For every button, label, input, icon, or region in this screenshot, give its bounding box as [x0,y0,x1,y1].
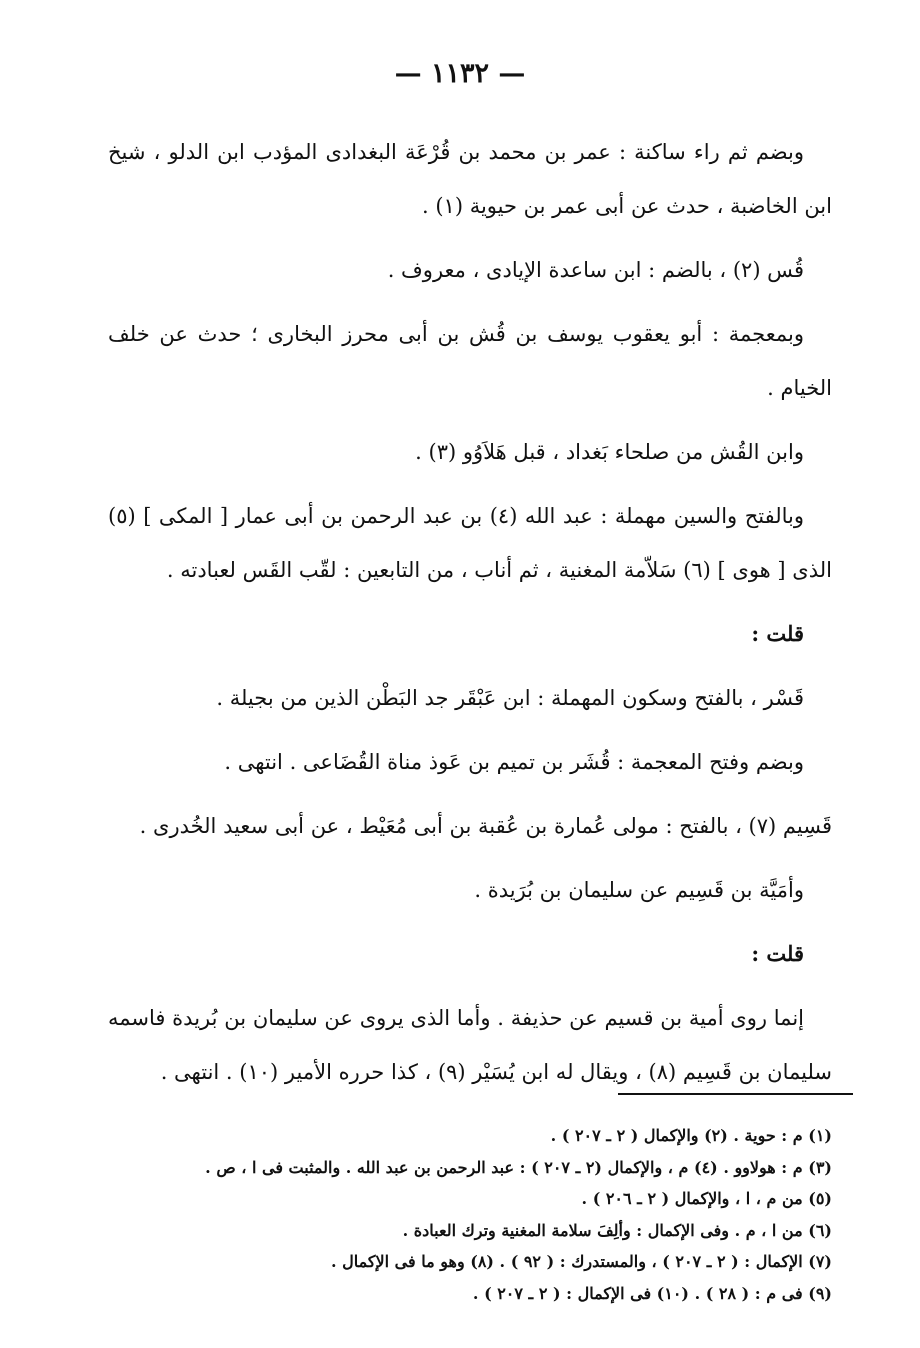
footnote-line: (٩) فى م : ( ٢٨ ) . (١٠) فى الإكمال : ( ٢ ـ ٢٠٧ ) . [472,1283,832,1303]
paragraph: إنما روى أمية بن قسيم عن حذيفة . وأما الذى يروى عن سليمان بن بُريدة فاسمه سليمان بن قَسِيم (٨) ، ويقال له ابن يُسَيْر (٩) ، كذا حرره الأمير (١٠) . انتهى . [108,1006,832,1084]
paragraph: وابن القُش من صلحاء بَغداد ، قبل هَلاَوُو (٣) . [415,440,804,464]
section-heading: قلت : [751,621,804,646]
paragraph: وبضم ثم راء ساكنة : عمر بن محمد بن قُرْعَة البغدادى المؤدب ابن الدلو ، شيخ ابن الخاضبة ، حدث عن أبى عمر بن حيوية (١) . [108,140,832,218]
paragraph: وأمَيَّة بن قَسِيم عن سليمان بن بُرَيدة . [474,878,804,902]
paragraph: وبضم وفتح المعجمة : قُشَر بن تميم بن عَوذ مناة القُضَاعى . انتهى . [224,750,804,774]
footnotes [108,1120,832,1309]
section-heading: قلت : [751,941,804,966]
footnote-line: (٧) الإكمال : ( ٢ ـ ٢٠٧ ) ، والمستدرك : ( ٩٢ ) . (٨) وهو ما فى الإكمال . [331,1252,832,1271]
paragraph: قَسِيم (٧) ، بالفتح : مولى عُمارة بن عُقبة بن أبى مُعَيْط ، عن أبى سعيد الخُدرى . [139,814,832,838]
footnote-line: (٥) من م ، ا ، والإكمال ( ٢ ـ ٢٠٦ ) . [581,1189,832,1208]
paragraph: قُس (٢) ، بالضم : ابن ساعدة الإيادى ، معروف . [387,258,804,282]
footnote-line: (٦) من ا ، م . وفى الإكمال : وألِفَ سلامة المغنية وترك العبادة . [402,1220,832,1240]
footnote-line: (٣) م : هولاوو . (٤) م ، والإكمال (٢ ـ ٢٠٧ ) : عبد الرحمن بن عبد الله . والمثبت فى ا ، ص . [205,1157,832,1177]
main-text [108,125,832,1109]
paragraph: قَسْر ، بالفتح وسكون المهملة : ابن عَبْقَر جد البَطْن الذين من بجيلة . [216,686,804,710]
paragraph: وبالفتح والسين مهملة : عبد الله (٤) بن عبد الرحمن بن أبى عمار [ المكى ] (٥) الذى [ هوى ] (٦) سَلاّمة المغنية ، ثم أناب ، من التابعين : لقّب القَس لعبادته . [108,504,832,582]
footnote-divider [618,1093,853,1095]
page-number: — ١١٣٢ — [394,58,526,89]
paragraph: وبمعجمة : أبو يعقوب يوسف بن قُش بن أبى محرز البخارى ؛ حدث عن خلف الخيام . [108,322,832,400]
footnote-line: (١) م : حوية . (٢) والإكمال ( ٢ ـ ٢٠٧ ) . [550,1126,832,1145]
